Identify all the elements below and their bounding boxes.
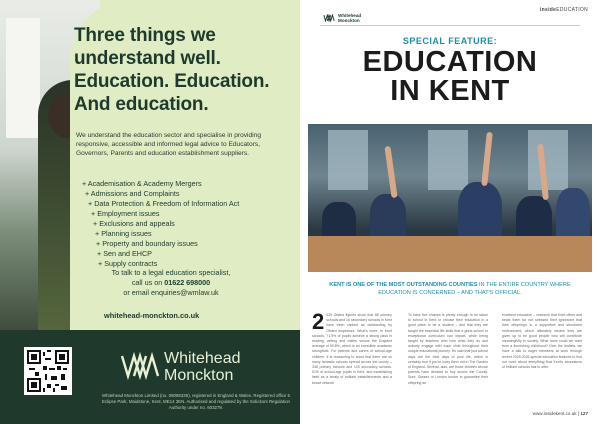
service-item: + Academisation & Academy Mergers (82, 179, 202, 188)
website-link[interactable]: whitehead-monckton.co.uk (104, 311, 200, 320)
headline-line-2: IN KENT (390, 75, 510, 107)
classroom-desk (308, 236, 592, 272)
service-item: + Supply contracts (98, 259, 158, 268)
raised-arm (481, 132, 493, 186)
standfirst-rest: IN THE ENTIRE COUNTRY WHERE EDUCATION IS CONCERNED – AND THAT'S OFFICIAL. (378, 282, 571, 296)
feature-headline (300, 48, 600, 106)
classroom-photo (308, 124, 592, 272)
mini-brand-line-1: Whitehead (338, 13, 362, 18)
service-item: + Employment issues (91, 209, 160, 218)
student-figure (556, 188, 590, 242)
page-number: 127 (580, 411, 588, 416)
body-column-2: To have five choices is plenty enough to be taken to school in Kent or choose their education in a good place to be a student – and that they are taught the essential life skills that a great school or exceptional curriculum can impart, while being taught by teachers who love what they do and actively engage with each child throughout their unique educational journey. It's said that just school days are the best days of your life, which is certainly true if you're lucky them out in The Garden of England. Several, alas, are those children whose parents have decided to buy across the County. Sure, Sussex or London border to guarantee their offspring an (408, 313, 488, 385)
photo-window (6, 18, 40, 138)
cta-call: call us on (131, 278, 163, 287)
student-figure (370, 194, 406, 242)
running-head (540, 7, 588, 13)
whitehead-monckton-mini-logo-icon (322, 14, 336, 22)
brand-name (164, 350, 241, 384)
qr-code-icon[interactable] (24, 347, 72, 395)
classroom-window (528, 130, 568, 190)
service-item: + Sen and EHCP (97, 249, 152, 258)
brand-line-2: Monckton (164, 367, 234, 384)
standfirst-bold: KENT IS ONE OF THE MOST OUTSTANDING COUNTIES (329, 282, 478, 288)
page-url: www.insidekent.co.uk (532, 411, 577, 416)
body-column-1 (312, 309, 392, 386)
raised-arm (384, 146, 397, 198)
phone-number[interactable]: 01622 698000 (164, 278, 211, 287)
mini-brand-line-2: Monckton (338, 18, 360, 23)
services-list (82, 179, 239, 269)
header-rule (320, 25, 580, 26)
service-item: + Planning issues (95, 229, 152, 238)
contact-cta (96, 268, 246, 298)
whitehead-monckton-logo-icon (120, 352, 160, 380)
advert-intro: We understand the education sector and specialise in providing responsive, accessible and informed legal advice to Educators, Governors, Parents and education establishment suppliers. (76, 132, 261, 157)
cta-line: To talk to a legal education specialist, (111, 268, 231, 277)
advert-headline: Three things we understand well. Education. Education. And education. (74, 25, 270, 115)
column-1-text: 025 Ofsted figures show that 88 primary schools and 16 secondary schools in Kent have been ranked as outstanding by Ofsted inspectors. What's more, in Kent schools, 71.9% of pupils achieve a strong pass in reading, writing and maths versus the England average of 59.8%, which is an incredible academic stronghold. For parents and carers of school-age children, it is reassuring to know that there are so many fantastic schools spread across the county – 348 primary schools and 103 secondary schools. 51% of school-age pupils in Kent, and establishing itself as a family of brilliant establishments and a broad network (312, 313, 392, 385)
classroom-window (428, 130, 468, 190)
brand-line-1: Whitehead (164, 350, 241, 367)
feature-standfirst (320, 281, 580, 297)
service-item: + Property and boundary issues (96, 239, 198, 248)
service-item: + Data Protection & Freedom of Information Act (88, 199, 240, 208)
service-item: + Admissions and Complaints (85, 189, 180, 198)
feature-page (300, 0, 600, 424)
drop-cap: 2 (312, 309, 325, 334)
classroom-window (328, 130, 368, 190)
page-footer: www.insidekent.co.uk | 127 (532, 411, 588, 416)
legal-footnote: Whitehead Monckton Limited (no. 08088336), registered in England & Wales. Registered office 5 Eclipse Park, Maidstone, Kent, ME14 3EN. Authorised and regulated by the Solicitors Regulation Authority under no. 603279. (102, 393, 290, 410)
headline-line-1: EDUCATION (362, 46, 538, 78)
email-line[interactable]: or email enquiries@wmlaw.uk (123, 288, 219, 297)
running-head-section: EDUCATION (556, 7, 588, 13)
student-figure (458, 182, 502, 242)
running-head-bold: inside (539, 7, 557, 13)
body-column-3: excellent education – research that Kent offers and beats them for not stressed their ignorance that their offspring's in a supportive and structured environment, which ultimately means they are given up to be good people who will contribute meaningfully to society. What more could we want from a flourishing childhood? Over the leaflets, we have a talk to eager members at work through recent 2025-2026 special education features to find out more about everything that Kent's abundance of brilliant schools has to offer. (502, 313, 582, 370)
service-item: + Exclusions and appeals (93, 219, 175, 228)
feature-kicker: SPECIAL FEATURE: (402, 36, 498, 46)
mini-brand-name (338, 13, 361, 23)
